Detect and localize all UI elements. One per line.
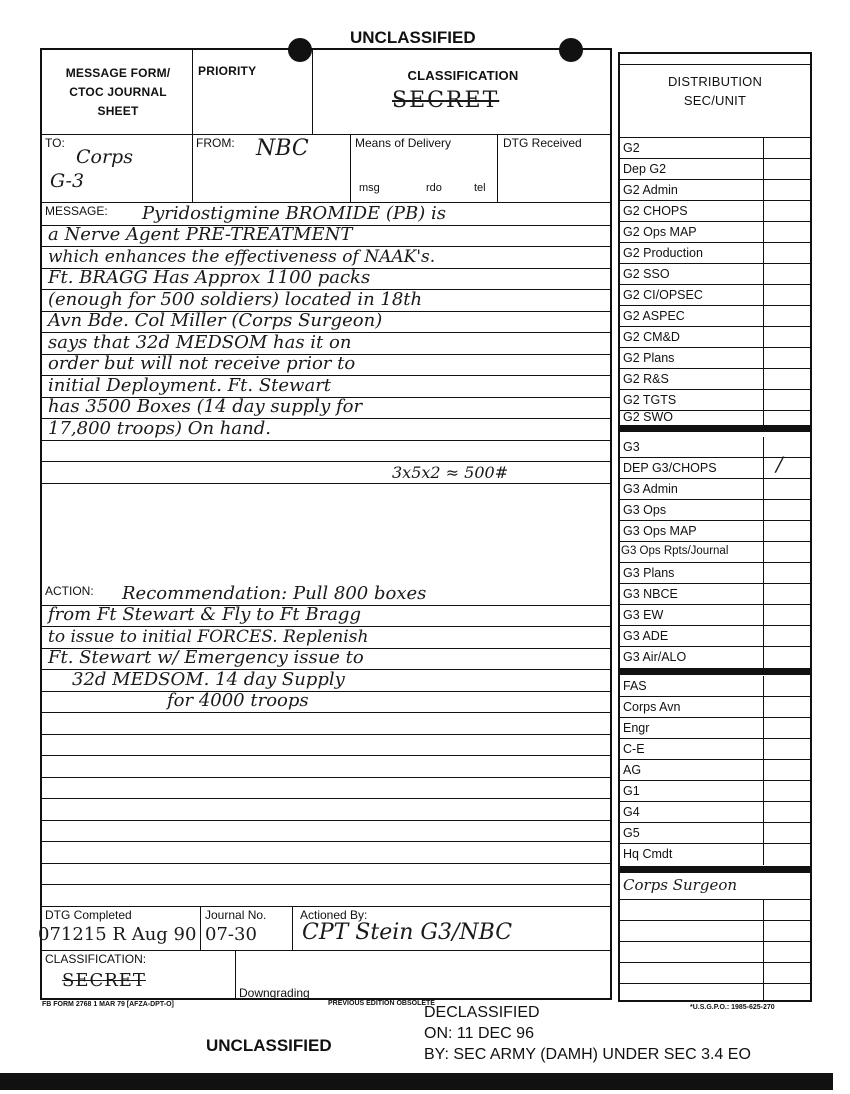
- dist-unit-writein: Corps Surgeon: [623, 876, 738, 894]
- dist-check-cell[interactable]: [763, 647, 810, 668]
- dist-check-cell[interactable]: [763, 984, 810, 1000]
- dist-unit: G2 SSO: [623, 267, 670, 281]
- dist-check-cell[interactable]: [763, 844, 810, 865]
- dist-unit: G3: [623, 440, 640, 454]
- priority-label: PRIORITY: [198, 64, 257, 78]
- dist-unit: G2 CHOPS: [623, 204, 688, 218]
- message-line-9: initial Deployment. Ft. Stewart: [48, 374, 332, 396]
- bottom-marking: UNCLASSIFIED: [206, 1036, 332, 1055]
- dist-unit: G2 SWO: [623, 410, 674, 424]
- dist-unit: G2 R&S: [623, 372, 669, 386]
- footer-classification-value: SECRET: [62, 970, 146, 991]
- from-label: FROM:: [196, 136, 235, 150]
- dist-unit: G4: [623, 805, 640, 819]
- message-line-4: Ft. BRAGG Has Approx 1100 packs: [48, 267, 371, 288]
- message-line-11: 17,800 troops) On hand.: [48, 417, 271, 439]
- dist-unit: G2 Ops MAP: [623, 225, 697, 239]
- dist-check-cell[interactable]: [763, 411, 810, 425]
- declassified-line-3: BY: SEC ARMY (DAMH) UNDER SEC 3.4 EO: [424, 1046, 751, 1063]
- dist-unit: AG: [623, 763, 642, 777]
- dist-check-cell[interactable]: [763, 718, 810, 738]
- message-line-13: 3x5x2 ≈ 500#: [392, 462, 509, 482]
- to-value-corps: Corps: [76, 146, 133, 168]
- dist-check-cell[interactable]: [763, 437, 810, 457]
- to-label: TO:: [45, 136, 65, 150]
- to-value-g3: G-3: [50, 170, 85, 192]
- dist-unit: G2 CM&D: [623, 330, 680, 344]
- dist-check-cell[interactable]: [763, 243, 810, 263]
- form-number: FB FORM 2768 1 MAR 79 [AFZA-DPT-O]: [42, 1001, 174, 1008]
- dist-unit: G3 Admin: [623, 482, 678, 496]
- dist-unit: Dep G2: [623, 162, 667, 176]
- dist-unit: G2 ASPEC: [623, 309, 685, 323]
- dist-unit: C-E: [623, 742, 645, 756]
- means-option-rdo[interactable]: rdo: [426, 182, 442, 194]
- dist-check-cell[interactable]: [763, 369, 810, 389]
- message-line-3: which enhances the effectiveness of NAAK's.: [48, 246, 436, 267]
- dist-check-cell[interactable]: [763, 159, 810, 179]
- journal-no-label: Journal No.: [205, 908, 267, 922]
- dist-unit: G2 Admin: [623, 183, 678, 197]
- classification-value: SECRET: [392, 88, 500, 113]
- message-line-8: order but will not receive prior to: [48, 353, 356, 374]
- dist-unit: Engr: [623, 721, 650, 735]
- dist-unit: G2 Production: [623, 246, 703, 260]
- action-line-6: for 4000 troops: [167, 690, 309, 711]
- dist-check-cell[interactable]: [763, 222, 810, 242]
- bottom-black-bar: [0, 1073, 833, 1090]
- dist-check-cell[interactable]: [763, 942, 810, 962]
- message-line-6: Avn Bde. Col Miller (Corps Surgeon): [48, 310, 383, 331]
- dist-check-cell[interactable]: [763, 348, 810, 368]
- means-of-delivery-label: Means of Delivery: [355, 136, 452, 150]
- dist-unit: G2: [623, 141, 640, 155]
- dist-check-cell[interactable]: [763, 452, 810, 478]
- actioned-by-label: Actioned By:: [300, 908, 368, 922]
- message-line-10: has 3500 Boxes (14 day supply for: [48, 396, 363, 417]
- dist-check-cell[interactable]: [763, 802, 810, 822]
- dist-check-cell[interactable]: [763, 201, 810, 221]
- journal-no-value: 07-30: [205, 924, 257, 945]
- dist-check-cell[interactable]: [763, 584, 810, 604]
- dist-unit: FAS: [623, 679, 647, 693]
- previous-edition-note: PREVIOUS EDITION OBSOLETE: [328, 1000, 435, 1007]
- dist-check-mark: /: [776, 452, 783, 476]
- dist-check-cell[interactable]: [763, 563, 810, 583]
- dist-check-cell[interactable]: [763, 264, 810, 284]
- dist-unit: G3 Ops Rpts/Journal: [621, 545, 729, 557]
- message-label: MESSAGE:: [45, 204, 108, 218]
- dist-check-cell[interactable]: [763, 390, 810, 410]
- distribution-separator: [620, 866, 810, 873]
- dist-unit: G5: [623, 826, 640, 840]
- dtg-completed-label: DTG Completed: [45, 908, 132, 922]
- dist-unit: G3 EW: [623, 608, 664, 622]
- message-line-7: says that 32d MEDSOM has it on: [48, 331, 352, 353]
- dist-check-cell[interactable]: [763, 605, 810, 625]
- dist-check-cell[interactable]: [763, 900, 810, 920]
- dist-unit: G3 Air/ALO: [623, 650, 687, 664]
- dist-unit: G3 Ops MAP: [623, 524, 697, 538]
- action-line-4: Ft. Stewart w/ Emergency issue to: [48, 647, 364, 668]
- dist-unit: G3 Plans: [623, 566, 675, 580]
- action-label: ACTION:: [45, 584, 94, 598]
- action-line-5: 32d MEDSOM. 14 day Supply: [72, 668, 345, 690]
- dist-check-cell[interactable]: [763, 921, 810, 941]
- dist-check-cell[interactable]: [763, 285, 810, 305]
- message-area: [42, 204, 612, 584]
- dist-check-cell[interactable]: [763, 180, 810, 200]
- dist-check-cell[interactable]: [763, 500, 810, 520]
- footer-classification-label: CLASSIFICATION:: [45, 952, 147, 966]
- distribution-panel: [618, 52, 812, 1002]
- dist-check-cell[interactable]: [763, 327, 810, 347]
- dist-unit: G2 CI/OPSEC: [623, 288, 703, 302]
- action-line-3: to issue to initial FORCES. Replenish: [48, 626, 369, 647]
- dist-check-cell[interactable]: [763, 542, 810, 562]
- means-option-msg[interactable]: msg: [359, 182, 380, 194]
- dtg-received-label: DTG Received: [503, 136, 582, 150]
- distribution-separator: [620, 425, 810, 432]
- message-form: [40, 48, 612, 1000]
- message-line-2: a Nerve Agent PRE-TREATMENT: [48, 224, 353, 245]
- action-line-1: Recommendation: Pull 800 boxes: [122, 582, 427, 604]
- dist-check-cell[interactable]: [763, 823, 810, 843]
- action-area: [42, 584, 612, 906]
- message-line-5: (enough for 500 soldiers) located in 18th: [48, 288, 423, 310]
- means-option-tel[interactable]: tel: [474, 182, 486, 194]
- dist-unit: G2 TGTS: [623, 393, 677, 407]
- distribution-separator: [620, 668, 810, 675]
- message-line-1: Pyridostigmine BROMIDE (PB) is: [142, 202, 447, 224]
- declassified-line-2: ON: 11 DEC 96: [424, 1025, 534, 1042]
- dist-check-cell[interactable]: [763, 697, 810, 717]
- downgrading-label: Downgrading: [239, 986, 310, 1000]
- actioned-by-value: CPT Stein G3/NBC: [302, 920, 513, 945]
- declassified-line-1: DECLASSIFIED: [424, 1004, 540, 1021]
- dist-unit: G2 Plans: [623, 351, 675, 365]
- distribution-title: DISTRIBUTION SEC/UNIT: [667, 74, 763, 108]
- dist-check-cell[interactable]: [763, 874, 810, 899]
- top-marking: UNCLASSIFIED: [350, 28, 476, 47]
- dtg-completed-value: 071215 R Aug 90: [38, 924, 197, 945]
- dist-check-cell[interactable]: [763, 521, 810, 541]
- dist-unit: Corps Avn: [623, 700, 681, 714]
- dist-unit: DEP G3/CHOPS: [623, 461, 717, 475]
- dist-unit: G1: [623, 784, 640, 798]
- dist-check-cell[interactable]: [763, 739, 810, 759]
- from-value: NBC: [256, 136, 309, 161]
- action-line-2: from Ft Stewart & Fly to Ft Bragg: [48, 604, 361, 625]
- gpo-note: *U.S.G.P.O.: 1985-625-270: [690, 1004, 775, 1011]
- dist-unit: G3 NBCE: [623, 587, 678, 601]
- dist-unit: G3 ADE: [623, 629, 669, 643]
- dist-check-cell[interactable]: [763, 781, 810, 801]
- dist-check-cell[interactable]: [763, 138, 810, 158]
- dist-check-cell[interactable]: [763, 626, 810, 646]
- classification-label: CLASSIFICATION: [407, 68, 519, 83]
- dist-unit: Hq Cmdt: [623, 847, 673, 861]
- dist-check-cell[interactable]: [763, 760, 810, 780]
- dist-check-cell[interactable]: [763, 306, 810, 326]
- form-title: MESSAGE FORM/ CTOC JOURNAL SHEET: [65, 66, 171, 118]
- dist-check-cell[interactable]: [763, 479, 810, 499]
- dist-check-cell[interactable]: [763, 963, 810, 983]
- dist-unit: G3 Ops: [623, 503, 667, 517]
- dist-check-cell[interactable]: [763, 676, 810, 696]
